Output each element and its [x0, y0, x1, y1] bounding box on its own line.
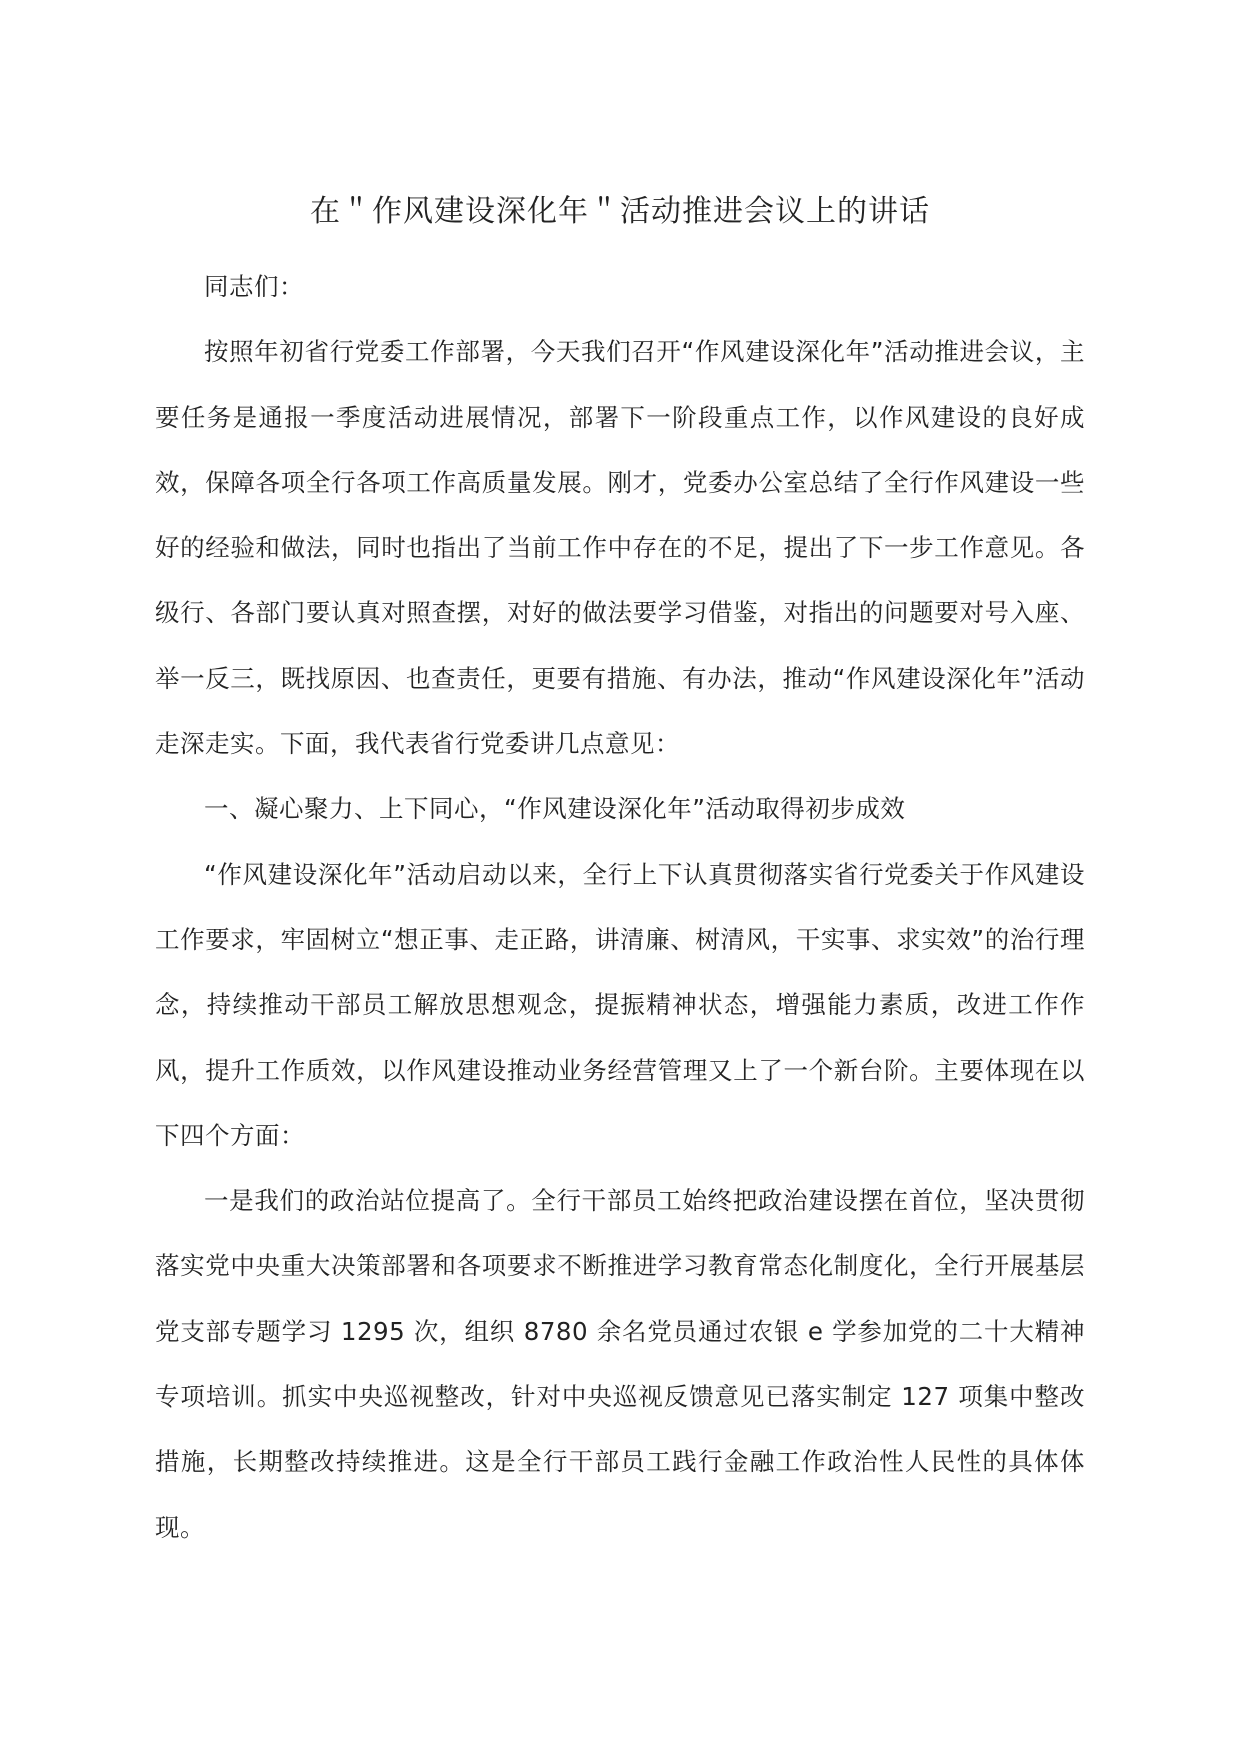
- salutation: 同志们：: [204, 272, 304, 301]
- paragraph-point-1: 一是我们的政治站位提高了。全行干部员工始终把政治建设摆在首位，坚决贯彻落实党中央重大决策部署和各项要求不断推进学习教育常态化制度化，全行开展基层党支部专题学习 1295 次，组织 8780 余名党员通过农银 e 学参加党的二十大精神专项培训。抓实中央巡视整改，针对中央巡视反馈意见已落实制定 127 项集中整改措施，长期整改持续推进。这是全行干部员工践行金融工作政治性人民性的具体体现。: [155, 1186, 1085, 1542]
- document-body: [155, 254, 1085, 1560]
- document-title: 在＂作风建设深化年＂活动推进会议上的讲话: [310, 194, 930, 229]
- paragraph-intro: 按照年初省行党委工作部署，今天我们召开“作风建设深化年”活动推进会议，主要任务是通报一季度活动进展情况，部署下一阶段重点工作，以作风建设的良好成效，保障各项全行各项工作高质量发展。刚才，党委办公室总结了全行作风建设一些好的经验和做法，同时也指出了当前工作中存在的不足，提出了下一步工作意见。各级行、各部门要认真对照查摆，对好的做法要学习借鉴，对指出的问题要对号入座、举一反三，既找原因、也查责任，更要有措施、有办法，推动“作风建设深化年”活动走深走实。下面，我代表省行党委讲几点意见：: [155, 337, 1085, 759]
- section-heading-1: 一、凝心聚力、上下同心，“作风建设深化年”活动取得初步成效: [204, 794, 906, 824]
- paragraph-section-1: “作风建设深化年”活动启动以来，全行上下认真贯彻落实省行党委关于作风建设工作要求，牢固树立“想正事、走正路，讲清廉、树清风，干实事、求实效”的治行理念，持续推动干部员工解放思想观念，提振精神状态，增强能力素质，改进工作作风，提升工作质效，以作风建设推动业务经营管理又上了一个新台阶。主要体现在以下四个方面：: [155, 859, 1085, 1150]
